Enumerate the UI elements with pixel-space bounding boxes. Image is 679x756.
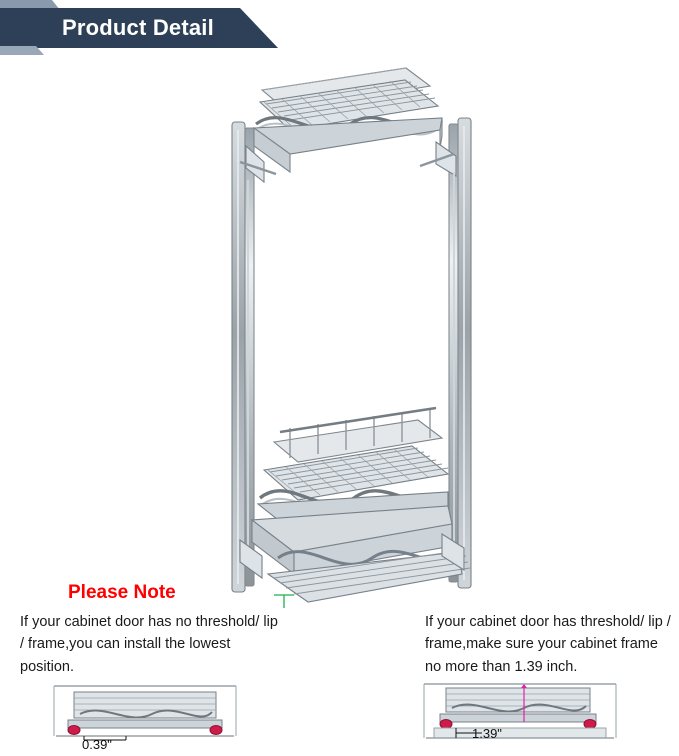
lower-basket bbox=[240, 408, 470, 602]
product-svg bbox=[190, 50, 520, 610]
product-detail-banner bbox=[0, 0, 290, 56]
no-threshold-install-diagram bbox=[50, 678, 240, 750]
page-title: Product Detail bbox=[62, 15, 214, 40]
no-threshold-diagram-svg bbox=[50, 678, 240, 750]
dimension-label-right: 1.39" bbox=[472, 726, 502, 741]
reference-marker bbox=[274, 595, 294, 608]
threshold-install-diagram bbox=[420, 678, 620, 750]
dimension-label-left: 0.39" bbox=[82, 737, 112, 752]
product-illustration bbox=[190, 50, 520, 610]
threshold-diagram-svg bbox=[420, 678, 620, 750]
right-slide-rail bbox=[449, 118, 471, 588]
left-slide-rail bbox=[232, 122, 254, 592]
please-note-heading: Please Note bbox=[68, 582, 176, 603]
note-left-text: If your cabinet door has no threshold/ lip / frame,you can install the lowest position. bbox=[20, 614, 278, 675]
note-right-text: If your cabinet door has threshold/ lip / frame,make sure your cabinet frame no more than 1.39 inch. bbox=[425, 614, 671, 675]
upper-basket bbox=[240, 68, 456, 182]
